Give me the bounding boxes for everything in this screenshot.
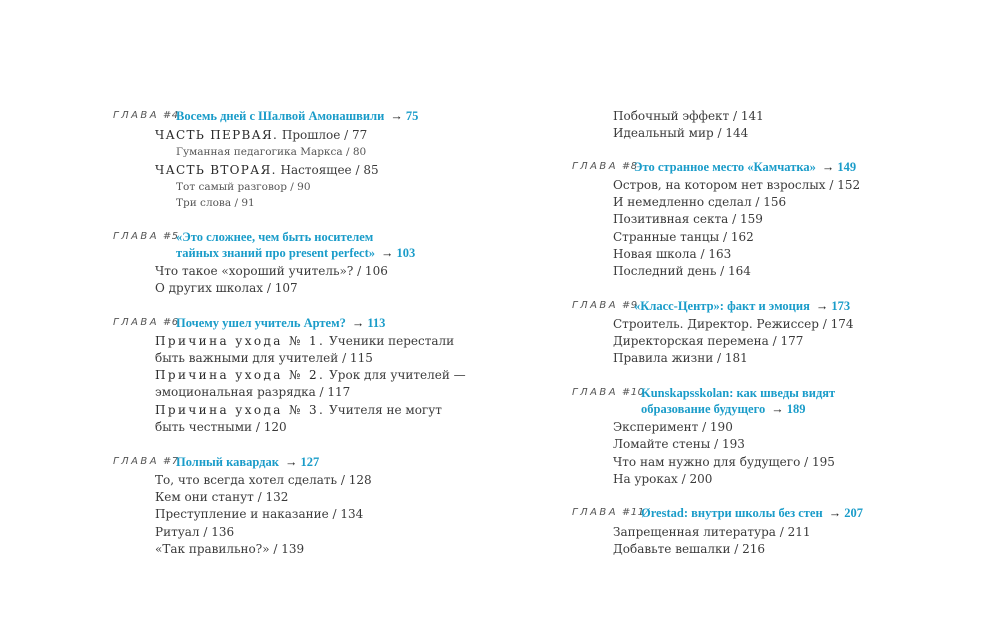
entry-text: Настоящее / 85 [280,163,379,177]
toc-entry[interactable] [155,127,367,143]
chapter-word: ГЛАВА [572,300,619,311]
toc-entry[interactable]: И немедленно сделал / 156 [613,195,787,209]
chapter-title-9[interactable] [634,298,850,314]
toc-subentry[interactable]: Тот самый разговор / 90 [176,181,311,193]
toc-entry[interactable]: Что такое «хороший учитель»? / 106 [155,264,388,278]
toc-subentry[interactable]: Три слова / 91 [176,197,255,209]
toc-entry[interactable]: О других школах / 107 [155,281,298,295]
chapter-marker-6 [113,315,179,331]
chapter-number: #6 [162,317,179,328]
arrow-right-icon: → [771,402,784,416]
chapter-word: ГЛАВА [572,387,619,398]
chapter-title-text: Это странное место «Камчатка» [634,160,816,174]
chapter-word: ГЛАВА [572,507,619,518]
chapter-title-text: Полный кавардак [176,455,279,469]
toc-entry[interactable]: Кем они станут / 132 [155,490,289,504]
toc-entry[interactable]: Остров, на котором нет взрослых / 152 [613,178,861,192]
chapter-marker-8 [572,159,638,175]
reason-label: Причина ухода № 1. [155,334,326,348]
toc-entry[interactable]: То, что всегда хотел сделать / 128 [155,473,372,487]
chapter-number: #10 [621,387,645,398]
reason-label: Причина ухода № 2. [155,368,326,382]
entry-text: Прошлое / 77 [281,128,368,142]
reason-label: Причина ухода № 3. [155,403,326,417]
chapter-page-number: 113 [367,316,386,330]
chapter-word: ГЛАВА [113,317,160,328]
chapter-title-10-line1[interactable]: Kunskapsskolan: как шведы видят [641,386,836,400]
chapter-page-number: 207 [844,506,863,520]
chapter-title-8[interactable] [634,159,856,175]
toc-entry[interactable]: Строитель. Директор. Режиссер / 174 [613,317,854,331]
chapter-page-number: 127 [300,455,320,469]
chapter-marker-5 [113,229,179,245]
chapter-title-text: «Класс-Центр»: факт и эмоция [634,299,810,313]
toc-entry[interactable]: Что нам нужно для будущего / 195 [613,455,835,469]
chapter-page-number: 75 [405,109,419,123]
arrow-right-icon: → [821,160,835,174]
chapter-page-number: 103 [396,246,416,260]
toc-entry[interactable]: Новая школа / 163 [613,247,732,261]
chapter-title-text: Почему ушел учитель Артем? [176,316,346,330]
entry-text: Ученики перестали [329,334,455,348]
part-label: ЧАСТЬ ПЕРВАЯ. [155,128,279,142]
arrow-right-icon: → [284,455,298,469]
chapter-number: #11 [621,507,645,518]
toc-entry[interactable]: Запрещенная литература / 211 [613,525,811,539]
chapter-title-5-line1[interactable]: «Это сложнее, чем быть носителем [176,230,374,244]
chapter-marker-4 [113,108,179,124]
arrow-right-icon: → [390,109,403,123]
chapter-page-number: 189 [786,402,806,416]
toc-entry[interactable] [155,162,379,178]
chapter-number: #5 [162,231,179,242]
toc-entry-continued[interactable]: быть важными для учителей / 115 [155,351,373,365]
chapter-number: #4 [162,110,179,121]
chapter-marker-10 [572,385,644,401]
arrow-right-icon: → [381,246,394,260]
toc-subentry[interactable]: Гуманная педагогика Маркса / 80 [176,146,367,158]
toc-entry[interactable]: Странные танцы / 162 [613,230,754,244]
chapter-number: #9 [621,300,638,311]
entry-text: Урок для учителей — [329,368,466,382]
toc-entry[interactable]: Добавьте вешалки / 216 [613,542,766,556]
toc-entry[interactable]: На уроках / 200 [613,472,713,486]
toc-entry-continued[interactable]: быть честными / 120 [155,420,287,434]
toc-entry[interactable]: Последний день / 164 [613,264,751,278]
toc-entry[interactable] [155,333,454,349]
chapter-marker-7 [113,454,179,470]
chapter-title-10-line2[interactable] [641,401,805,417]
toc-entry[interactable]: Правила жизни / 181 [613,351,748,365]
chapter-word: ГЛАВА [572,161,619,172]
arrow-right-icon: → [351,316,365,330]
toc-entry[interactable]: Побочный эффект / 141 [613,109,764,123]
entry-text: Учителя не могут [329,403,442,417]
toc-entry[interactable]: Ломайте стены / 193 [613,437,745,451]
toc-entry[interactable]: Идеальный мир / 144 [613,126,749,140]
chapter-word: ГЛАВА [113,231,160,242]
arrow-right-icon: → [828,506,842,520]
toc-entry[interactable]: Преступление и наказание / 134 [155,507,364,521]
chapter-word: ГЛАВА [113,110,160,121]
chapter-title-4[interactable] [176,108,418,124]
chapter-title-text: тайных знаний про present perfect» [176,246,376,260]
chapter-title-text: Восемь дней с Шалвой Амонашвили [176,109,385,123]
toc-entry[interactable] [155,367,466,383]
part-label: ЧАСТЬ ВТОРАЯ. [155,163,277,177]
chapter-word: ГЛАВА [113,456,160,467]
toc-entry[interactable] [155,402,442,418]
toc-entry[interactable]: «Так правильно?» / 139 [155,542,305,556]
toc-entry[interactable]: Эксперимент / 190 [613,420,733,434]
chapter-title-6[interactable] [176,315,385,331]
toc-entry-continued[interactable]: эмоциональная разрядка / 117 [155,385,351,399]
arrow-right-icon: → [815,299,829,313]
chapter-page-number: 149 [837,160,857,174]
chapter-number: #8 [621,161,638,172]
chapter-title-5-line2[interactable] [176,245,415,261]
chapter-title-11[interactable] [641,505,863,521]
toc-entry[interactable]: Позитивная секта / 159 [613,212,763,226]
chapter-title-text: образование будущего [641,402,766,416]
chapter-title-7[interactable] [176,454,319,470]
chapter-number: #7 [162,456,179,467]
toc-entry[interactable]: Ритуал / 136 [155,525,235,539]
toc-entry[interactable]: Директорская перемена / 177 [613,334,804,348]
chapter-marker-11 [572,505,644,521]
chapter-title-text: Ørestad: внутри школы без стен [641,506,823,520]
chapter-page-number: 173 [831,299,851,313]
chapter-marker-9 [572,298,638,314]
